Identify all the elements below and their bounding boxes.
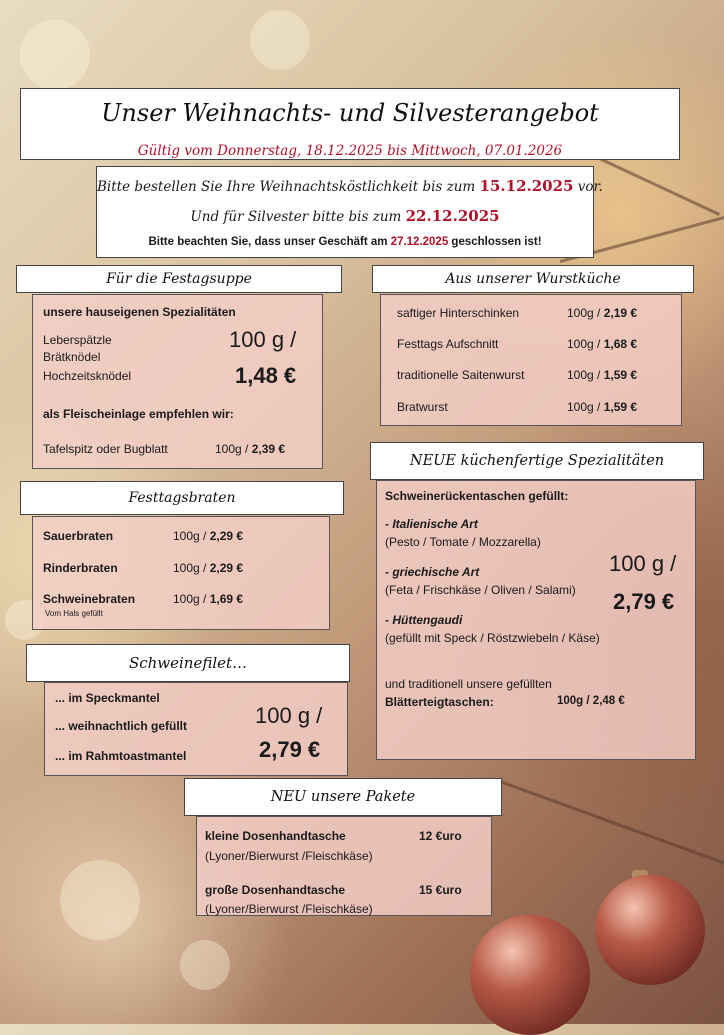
bokeh-light xyxy=(180,940,230,990)
table-row: saftiger Hinterschinken xyxy=(397,306,520,320)
pakete-header: NEU unsere Pakete xyxy=(184,778,502,816)
list-item: Leberspätzle xyxy=(43,333,112,347)
bokeh-light xyxy=(250,10,310,70)
title-box xyxy=(20,88,680,160)
fleischeinlage-item: Tafelspitz oder Bugblatt xyxy=(43,442,168,456)
fir-branch xyxy=(499,780,724,865)
wurstkueche-header: Aus unserer Wurstküche xyxy=(372,265,694,293)
variant-desc: (gefüllt mit Speck / Röstzwiebeln / Käse) xyxy=(385,631,600,645)
notice-line-1: Bitte bestellen Sie Ihre Weihnachtsköstlichkeit bis zum 15.12.2025 vor. xyxy=(97,177,603,195)
page-title: Unser Weihnachts- und Silvesterangebot xyxy=(101,99,599,127)
bokeh-light xyxy=(60,860,140,940)
paket-price: 12 €uro xyxy=(419,829,462,843)
table-row: Rinderbraten xyxy=(43,561,118,575)
pakete-panel xyxy=(196,816,492,916)
variant-desc: (Feta / Frischkäse / Oliven / Salami) xyxy=(385,583,576,597)
festtagsbraten-header: Festtagsbraten xyxy=(20,481,344,515)
traditional-text: und traditionell unsere gefüllten xyxy=(385,677,552,691)
schweinefilet-unit: 100 g / xyxy=(255,703,323,728)
validity-subtitle: Gültig vom Donnerstag, 18.12.2025 bis Mittwoch, 07.01.2026 xyxy=(137,143,563,159)
paket-desc: (Lyoner/Bierwurst /Fleischkäse) xyxy=(205,902,373,916)
schweinefilet-header: Schweinefilet… xyxy=(26,644,350,682)
table-row: traditionelle Saitenwurst xyxy=(397,368,525,382)
christmas-ornament xyxy=(470,915,590,1035)
kuechenfertig-unit: 100 g / xyxy=(609,551,677,576)
paket-price: 15 €uro xyxy=(419,883,462,897)
variant-name: - Italienische Art xyxy=(385,517,478,531)
wurstkueche-panel xyxy=(380,294,682,426)
fleischeinlage-heading: als Fleischeinlage empfehlen wir: xyxy=(43,407,234,421)
blaetterteig-price: 100g / 2,48 € xyxy=(557,695,625,707)
paket-name: große Dosenhandtasche xyxy=(205,883,346,897)
festagssuppe-panel xyxy=(32,294,323,469)
schweinefilet-price: 2,79 € xyxy=(259,737,321,762)
list-item: ... im Rahmtoastmantel xyxy=(55,749,187,763)
kuechenfertig-panel xyxy=(376,480,696,760)
fleischeinlage-price: 100g / 2,39 € xyxy=(215,442,286,456)
paket-desc: (Lyoner/Bierwurst /Fleischkäse) xyxy=(205,849,373,863)
variant-desc: (Pesto / Tomate / Mozzarella) xyxy=(385,535,541,549)
list-item: Brätknödel xyxy=(43,350,101,364)
table-row-price: 100g / 1,68 € xyxy=(567,337,638,351)
list-item: ... weihnachtlich gefüllt xyxy=(55,719,188,733)
table-row: Festtags Aufschnitt xyxy=(397,337,499,351)
festtagsbraten-panel xyxy=(32,516,330,630)
table-row: Sauerbraten xyxy=(43,529,114,543)
table-row-price: 100g / 1,69 € xyxy=(173,592,244,606)
table-row-price: 100g / 2,29 € xyxy=(173,561,244,575)
bokeh-light xyxy=(20,20,90,90)
paket-name: kleine Dosenhandtasche xyxy=(205,829,346,843)
table-row: Bratwurst xyxy=(397,400,448,414)
festagssuppe-intro: unsere hauseigenen Spezialitäten xyxy=(43,305,236,319)
kuechenfertig-heading: Schweinerückentaschen gefüllt: xyxy=(385,489,569,503)
schweinefilet-panel xyxy=(44,682,348,776)
table-row-price: 100g / 1,59 € xyxy=(567,368,638,382)
order-notice xyxy=(96,166,603,258)
table-row-price: 100g / 2,29 € xyxy=(173,529,244,543)
festagssuppe-header: Für die Festagsuppe xyxy=(16,265,342,293)
christmas-ornament xyxy=(595,875,705,985)
table-row-price: 100g / 2,19 € xyxy=(567,306,638,320)
table-row: Schweinebraten xyxy=(43,592,136,606)
list-item: ... im Speckmantel xyxy=(55,691,160,705)
notice-line-3: Bitte beachten Sie, dass unser Geschäft am 27.12.2025 geschlossen ist! xyxy=(148,236,542,248)
variant-name: - Hüttengaudi xyxy=(385,613,463,627)
festagssuppe-unit: 100 g / xyxy=(229,327,297,352)
notice-line-2: Und für Silvester bitte bis zum 22.12.2025 xyxy=(190,207,500,225)
kuechenfertig-header: NEUE küchenfertige Spezialitäten xyxy=(370,442,704,480)
schweinebraten-note: Vom Hals gefüllt xyxy=(45,609,103,618)
table-row-price: 100g / 1,59 € xyxy=(567,400,638,414)
variant-name: - griechische Art xyxy=(385,565,480,579)
festagssuppe-price: 1,48 € xyxy=(235,363,297,388)
list-item: Hochzeitsknödel xyxy=(43,369,132,383)
kuechenfertig-price: 2,79 € xyxy=(613,589,675,614)
blaetterteig-label: Blätterteigtaschen: xyxy=(385,695,494,709)
